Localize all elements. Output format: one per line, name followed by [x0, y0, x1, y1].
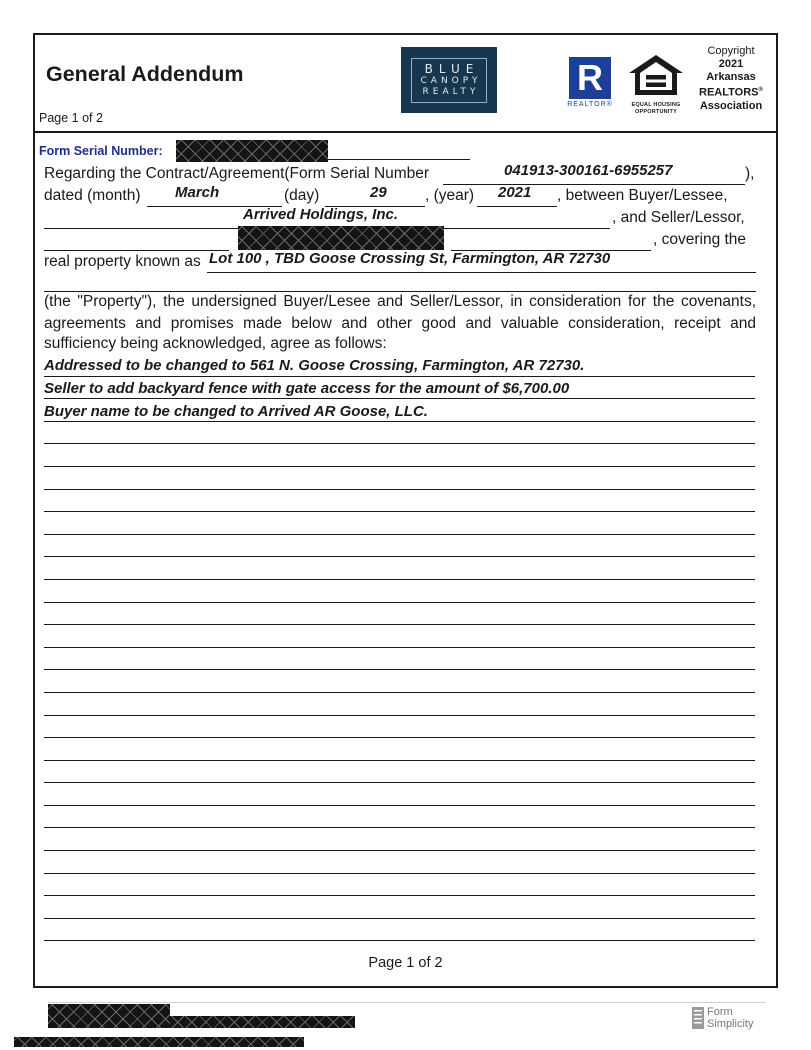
copyright-label: Copyright — [707, 45, 755, 57]
copyright-year: 2021 — [718, 58, 744, 70]
footer-divider — [48, 1002, 766, 1003]
day-label: (day) — [284, 187, 320, 204]
document-icon — [692, 1007, 704, 1029]
equal-housing-caption-line2: OPPORTUNITY — [635, 108, 677, 115]
property-label: real property known as — [44, 253, 201, 270]
contract-serial-underline — [443, 184, 745, 185]
footer-brand-line1: Form — [707, 1006, 733, 1018]
addendum-line — [44, 535, 755, 558]
header-divider — [35, 131, 776, 133]
addendum-line — [44, 444, 755, 467]
addendum-line — [44, 490, 755, 513]
property-value: Lot 100 , TBD Goose Crossing St, Farmington, AR 72730 — [209, 250, 611, 267]
realtor-logo — [566, 57, 614, 111]
addendum-line — [44, 467, 755, 490]
equal-housing-logo — [627, 53, 685, 113]
form-title: General Addendum — [46, 62, 244, 86]
day-value: 29 — [370, 184, 387, 201]
realtor-letter: R — [577, 57, 603, 98]
year-label: , (year) — [425, 187, 475, 204]
seller-label: , and Seller/Lessor, — [612, 209, 745, 226]
clause-2: Seller to add backyard fence with gate access for the amount of $6,700.00 — [44, 380, 570, 397]
clause-1: Addressed to be changed to 561 N. Goose Crossing, Farmington, AR 72730. — [44, 357, 585, 374]
covering-label: , covering the — [653, 231, 747, 248]
addendum-line — [44, 851, 755, 874]
addendum-line — [44, 580, 755, 603]
realtor-r-icon — [569, 57, 611, 99]
redacted-footer-block-2 — [170, 1016, 355, 1028]
year-underline — [477, 206, 557, 207]
seller-underline-left — [44, 250, 229, 251]
copyright-notice — [686, 45, 776, 113]
buyer-value: Arrived Holdings, Inc. — [243, 206, 399, 223]
redacted-footer-block-1 — [48, 1004, 170, 1028]
addendum-line — [44, 874, 755, 897]
addendum-line — [44, 557, 755, 580]
realtor-caption: REALTOR® — [567, 101, 613, 108]
copyright-association: Association — [699, 99, 763, 112]
addendum-form-frame — [33, 33, 778, 988]
consideration-line-1: (the "Property"), the undersigned Buyer/Lesee and Seller/Lessor, in consideration for the covenants, — [44, 293, 756, 310]
copyright-org: REALTORS — [699, 86, 759, 99]
redacted-form-serial — [176, 140, 328, 162]
equal-housing-house-icon — [627, 53, 685, 97]
addendum-lines — [44, 354, 755, 941]
addendum-line — [44, 693, 755, 716]
addendum-line — [44, 896, 755, 919]
equal-housing-caption-line1: EQUAL HOUSING — [631, 102, 681, 108]
addendum-line — [44, 422, 755, 445]
addendum-line — [44, 806, 755, 829]
logo-text-line2: CANOPY — [420, 75, 482, 86]
form-simplicity-logo — [692, 1006, 753, 1030]
property-underline — [207, 272, 756, 273]
contract-serial-value: 041913-300161-6955257 — [504, 162, 673, 179]
dated-label: dated (month) — [44, 187, 141, 204]
addendum-line — [44, 625, 755, 648]
addendum-line — [44, 512, 755, 535]
copyright-state: Arkansas — [706, 71, 756, 83]
logo-text-line1: BLUE — [424, 61, 480, 76]
addendum-line — [44, 603, 755, 626]
registered-mark: ® — [758, 87, 763, 93]
page-indicator-top: Page 1 of 2 — [39, 111, 103, 125]
close-paren: ), — [745, 165, 755, 182]
addendum-line — [44, 648, 755, 671]
year-value: 2021 — [498, 184, 532, 201]
addendum-line — [44, 761, 755, 784]
page-indicator-bottom: Page 1 of 2 — [368, 955, 443, 971]
redacted-seller-name — [238, 226, 444, 250]
addendum-line — [44, 670, 755, 693]
regarding-label: Regarding the Contract/Agreement(Form Serial Number — [44, 165, 430, 182]
addendum-line — [44, 828, 755, 851]
addendum-line — [44, 716, 755, 739]
consideration-line-3: sufficiency being acknowledged, agree as follows: — [44, 335, 387, 352]
blue-canopy-realty-logo — [401, 47, 497, 113]
between-label: , between Buyer/Lessee, — [557, 187, 728, 204]
month-value: March — [175, 184, 220, 201]
addendum-line — [44, 783, 755, 806]
addendum-line — [44, 738, 755, 761]
consideration-line-2: agreements and promises made below and other good and valuable consideration, receipt and — [44, 315, 756, 332]
clause-3: Buyer name to be changed to Arrived AR Goose, LLC. — [44, 403, 428, 420]
logo-text-line3: REALTY — [422, 86, 480, 97]
form-serial-label: Form Serial Number: — [39, 144, 163, 158]
redacted-footer-block-3 — [14, 1037, 304, 1047]
footer-brand-line2: Simplicity — [707, 1018, 754, 1030]
form-serial-underline — [328, 159, 470, 160]
addendum-line — [44, 919, 755, 942]
